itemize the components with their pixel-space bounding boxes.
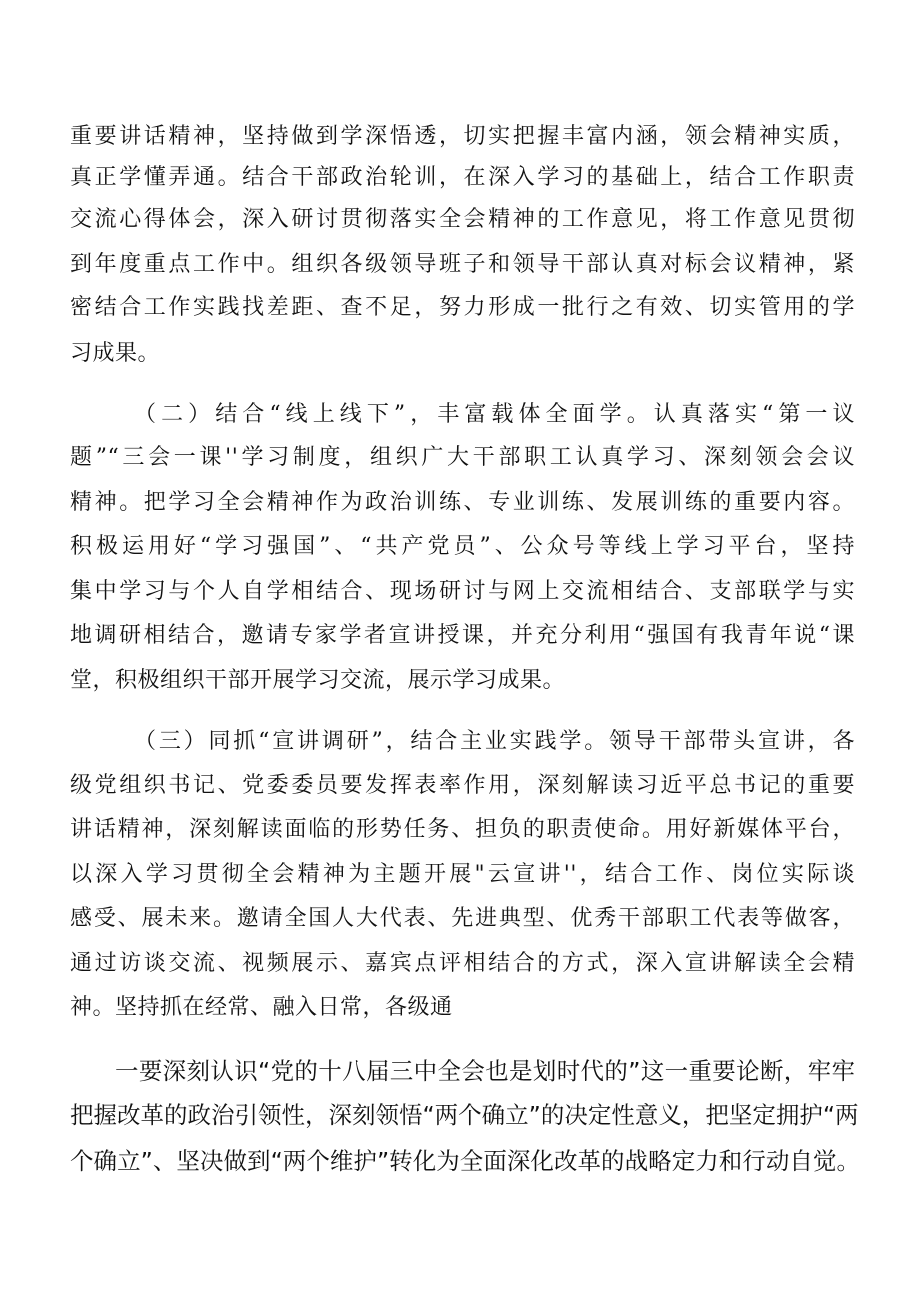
text-line: 堂，积极组织干部开展学习交流，展示学习成果。 <box>70 668 566 693</box>
text-line: 以深入学习贯彻全会精神为主题开展"云宣讲''，结合工作、岗位实际谈 <box>70 862 855 887</box>
text-line: 积极运用好“学习强国”、“共产党员”、公众号等线上学习平台，坚持 <box>70 534 855 559</box>
text-line: 地调研相结合，邀请专家学者宣讲授课，并充分利用“强国有我青年说“课 <box>70 623 855 648</box>
text-line: 集中学习与个人自学相结合、现场研讨与网上交流相结合、支部联学与实 <box>70 579 855 604</box>
text-line: 讲话精神，深刻解读面临的形势任务、担负的职责使命。用好新媒体平台， <box>70 817 855 842</box>
text-line: 神。坚持抓在经常、融入日常，各级通 <box>70 995 453 1020</box>
text-line: 把握改革的政治引领性，深刻领悟“两个确立”的决定性意义，把坚定拥护“两 <box>70 1101 859 1129</box>
text-line: 个确立”、坚决做到“两个维护”转化为全面深化改革的战略定力和行动自觉。 <box>70 1147 860 1175</box>
text-line: 交流心得体会，深入研讨贯彻落实全会精神的工作意见，将工作意见贯彻 <box>70 207 855 232</box>
text-line: （二）结合“线上线下”，丰富载体全面学。认真落实“第一议 <box>134 402 855 427</box>
text-line: 通过访谈交流、视频展示、嘉宾点评相结合的方式，深入宣讲解读全会精 <box>70 951 855 976</box>
text-line: 一要深刻认识“党的十八届三中全会也是划时代的”这一重要论断，牢牢 <box>115 1057 855 1085</box>
text-line: 习成果。 <box>70 341 161 366</box>
text-line: 真正学懂弄通。结合干部政治轮训，在深入学习的基础上，结合工作职责 <box>70 165 855 190</box>
text-line: 精神。把学习全会精神作为政治训练、专业训练、发展训练的重要内容。 <box>70 490 855 515</box>
text-line: 感受、展未来。邀请全国人大代表、先进典型、优秀干部职工代表等做客， <box>70 906 855 931</box>
text-line: （三）同抓“宣讲调研”，结合主业实践学。领导干部带头宣讲，各 <box>134 729 855 754</box>
text-line: 到年度重点工作中。组织各级领导班子和领导干部认真对标会议精神，紧 <box>70 252 855 277</box>
text-line: 密结合工作实践找差距、查不足，努力形成一批行之有效、切实管用的学 <box>70 295 855 320</box>
text-line: 题”“三会一课''学习制度，组织广大干部职工认真学习、深刻领会会议 <box>70 445 855 470</box>
text-line: 重要讲话精神，坚持做到学深悟透，切实把握丰富内涵，领会精神实质， <box>70 124 855 149</box>
text-line: 级党组织书记、党委委员要发挥表率作用，深刻解读习近平总书记的重要 <box>70 773 855 798</box>
